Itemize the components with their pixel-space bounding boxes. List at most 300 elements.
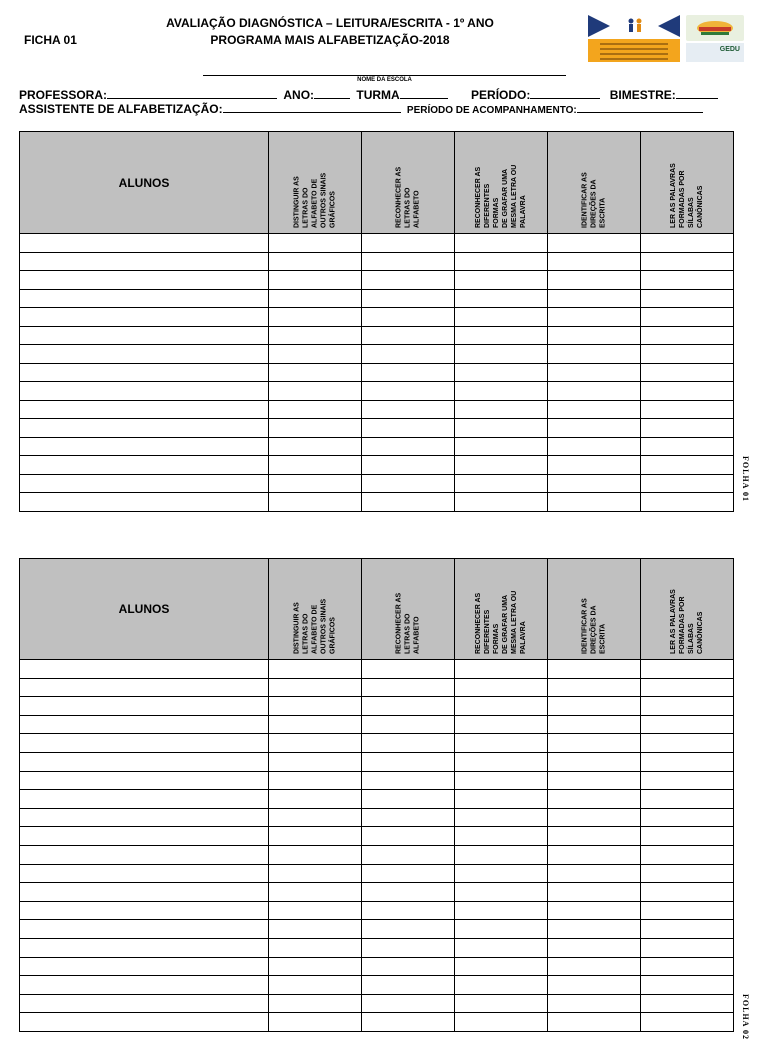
assessment-cell[interactable] bbox=[269, 678, 362, 697]
assessment-cell[interactable] bbox=[362, 474, 455, 493]
table-row bbox=[20, 456, 734, 475]
assessment-cell[interactable] bbox=[455, 920, 548, 939]
assessment-cell[interactable] bbox=[641, 771, 734, 790]
student-name-cell[interactable] bbox=[20, 493, 269, 512]
assessment-cell[interactable] bbox=[548, 901, 641, 920]
alunos-header: ALUNOS bbox=[20, 132, 269, 234]
assessment-cell[interactable] bbox=[269, 345, 362, 364]
assessment-cell[interactable] bbox=[641, 419, 734, 438]
column-header-line: DISTINGUIR AS bbox=[293, 602, 301, 654]
periodo-acomp-label: PERÍODO DE ACOMPANHAMENTO: bbox=[406, 105, 577, 116]
assessment-cell[interactable] bbox=[548, 382, 641, 401]
assessment-cell[interactable] bbox=[362, 345, 455, 364]
assessment-cell[interactable] bbox=[455, 845, 548, 864]
assessment-cell[interactable] bbox=[641, 827, 734, 846]
assessment-cell[interactable] bbox=[548, 845, 641, 864]
assessment-cell[interactable] bbox=[548, 326, 641, 345]
form-row-1 bbox=[19, 87, 718, 102]
assessment-cell[interactable] bbox=[362, 1013, 455, 1032]
student-name-cell[interactable] bbox=[20, 252, 269, 271]
assessment-cell[interactable] bbox=[641, 938, 734, 957]
assessment-cell[interactable] bbox=[548, 252, 641, 271]
assessment-cell[interactable] bbox=[269, 976, 362, 995]
assessment-cell[interactable] bbox=[362, 308, 455, 327]
column-header-line: FORMADAS POR bbox=[679, 596, 686, 654]
assessment-cell[interactable] bbox=[362, 864, 455, 883]
assessment-cell[interactable] bbox=[455, 1013, 548, 1032]
table-row bbox=[20, 734, 734, 753]
assessment-cell[interactable] bbox=[548, 345, 641, 364]
student-name-cell[interactable] bbox=[20, 752, 269, 771]
assessment-cell[interactable] bbox=[455, 419, 548, 438]
assessment-table-2 bbox=[19, 558, 734, 1032]
assessment-cell[interactable] bbox=[269, 363, 362, 382]
assessment-cell[interactable] bbox=[455, 400, 548, 419]
assessment-cell[interactable] bbox=[641, 883, 734, 902]
student-name-cell[interactable] bbox=[20, 382, 269, 401]
periodo-acomp-field[interactable] bbox=[577, 101, 703, 113]
assessment-cell[interactable] bbox=[548, 976, 641, 995]
assessment-cell[interactable] bbox=[548, 1013, 641, 1032]
column-header-line: ESCRITA bbox=[599, 197, 607, 228]
assessment-cell[interactable] bbox=[455, 234, 548, 253]
table-row bbox=[20, 790, 734, 809]
assessment-cell[interactable] bbox=[548, 363, 641, 382]
column-header bbox=[362, 132, 455, 234]
column-header-line: FORMADAS POR bbox=[679, 169, 686, 228]
table-row bbox=[20, 493, 734, 512]
assessment-cell[interactable] bbox=[641, 678, 734, 697]
assessment-cell[interactable] bbox=[641, 382, 734, 401]
assessment-cell[interactable] bbox=[641, 976, 734, 995]
assessment-cell[interactable] bbox=[269, 234, 362, 253]
column-header-line: FORMAS bbox=[493, 197, 500, 228]
assessment-cell[interactable] bbox=[641, 308, 734, 327]
assessment-cell[interactable] bbox=[455, 252, 548, 271]
assessment-cell[interactable] bbox=[455, 901, 548, 920]
table-row bbox=[20, 289, 734, 308]
assessment-cell[interactable] bbox=[641, 752, 734, 771]
assessment-cell[interactable] bbox=[641, 345, 734, 364]
bimestre-field[interactable] bbox=[676, 87, 718, 99]
column-header-line: DIREÇÕES DA bbox=[590, 178, 598, 228]
assessment-cell[interactable] bbox=[641, 1013, 734, 1032]
assessment-cell[interactable] bbox=[548, 994, 641, 1013]
assessment-cell[interactable] bbox=[362, 734, 455, 753]
column-header bbox=[548, 132, 641, 234]
alunos-header: ALUNOS bbox=[20, 559, 269, 660]
column-header-line: DE GRAFAR UMA bbox=[502, 594, 509, 654]
table-row bbox=[20, 271, 734, 290]
ano-field[interactable] bbox=[314, 87, 350, 99]
student-name-cell[interactable] bbox=[20, 363, 269, 382]
assessment-cell[interactable] bbox=[455, 363, 548, 382]
assessment-cell[interactable] bbox=[641, 957, 734, 976]
assessment-cell[interactable] bbox=[362, 660, 455, 679]
assessment-cell[interactable] bbox=[455, 456, 548, 475]
student-name-cell[interactable] bbox=[20, 474, 269, 493]
table-row bbox=[20, 752, 734, 771]
assistente-label: ASSISTENTE DE ALFABETIZAÇÃO: bbox=[19, 102, 223, 116]
table-row bbox=[20, 252, 734, 271]
assessment-cell[interactable] bbox=[548, 864, 641, 883]
assessment-cell[interactable] bbox=[269, 308, 362, 327]
assessment-cell[interactable] bbox=[362, 976, 455, 995]
assessment-cell[interactable] bbox=[362, 771, 455, 790]
assessment-cell[interactable] bbox=[455, 326, 548, 345]
assessment-cell[interactable] bbox=[455, 474, 548, 493]
column-header bbox=[269, 559, 362, 660]
assessment-cell[interactable] bbox=[455, 437, 548, 456]
assessment-cell[interactable] bbox=[362, 289, 455, 308]
assessment-cell[interactable] bbox=[641, 400, 734, 419]
table-row bbox=[20, 660, 734, 679]
assessment-cell[interactable] bbox=[269, 752, 362, 771]
table-row bbox=[20, 474, 734, 493]
assessment-cell[interactable] bbox=[269, 734, 362, 753]
assessment-cell[interactable] bbox=[455, 493, 548, 512]
periodo-label: PERÍODO: bbox=[471, 88, 531, 102]
assessment-cell[interactable] bbox=[548, 957, 641, 976]
assessment-cell[interactable] bbox=[548, 660, 641, 679]
column-header bbox=[269, 132, 362, 234]
assessment-cell[interactable] bbox=[455, 827, 548, 846]
assessment-cell[interactable] bbox=[641, 474, 734, 493]
table-row bbox=[20, 976, 734, 995]
assessment-cell[interactable] bbox=[269, 771, 362, 790]
assessment-cell[interactable] bbox=[641, 715, 734, 734]
school-name-label: NOME DA ESCOLA bbox=[357, 77, 412, 83]
student-name-cell[interactable] bbox=[20, 234, 269, 253]
student-name-cell[interactable] bbox=[20, 678, 269, 697]
student-name-cell[interactable] bbox=[20, 271, 269, 290]
student-name-cell[interactable] bbox=[20, 920, 269, 939]
assessment-cell[interactable] bbox=[455, 994, 548, 1013]
student-name-cell[interactable] bbox=[20, 845, 269, 864]
assessment-cell[interactable] bbox=[362, 808, 455, 827]
student-name-cell[interactable] bbox=[20, 790, 269, 809]
table-row bbox=[20, 808, 734, 827]
student-name-cell[interactable] bbox=[20, 827, 269, 846]
assessment-cell[interactable] bbox=[548, 437, 641, 456]
assessment-cell[interactable] bbox=[641, 994, 734, 1013]
column-header-line: LETRAS DO bbox=[302, 187, 310, 228]
student-name-cell[interactable] bbox=[20, 864, 269, 883]
folha-01-label: FOLHA 01 bbox=[741, 456, 750, 503]
assessment-cell[interactable] bbox=[548, 308, 641, 327]
assessment-cell[interactable] bbox=[641, 808, 734, 827]
assessment-cell[interactable] bbox=[362, 363, 455, 382]
assessment-cell[interactable] bbox=[455, 808, 548, 827]
table-row bbox=[20, 864, 734, 883]
assessment-cell[interactable] bbox=[548, 938, 641, 957]
assessment-cell[interactable] bbox=[455, 382, 548, 401]
assessment-cell[interactable] bbox=[269, 252, 362, 271]
column-header-line: RECONHECER AS bbox=[475, 592, 482, 654]
student-name-cell[interactable] bbox=[20, 715, 269, 734]
assessment-cell[interactable] bbox=[269, 883, 362, 902]
column-header bbox=[362, 559, 455, 660]
assessment-cell[interactable] bbox=[269, 901, 362, 920]
gedu-text: GEDU bbox=[719, 46, 740, 53]
assessment-cell[interactable] bbox=[455, 345, 548, 364]
assessment-cell[interactable] bbox=[362, 493, 455, 512]
professora-field[interactable] bbox=[107, 87, 277, 99]
assessment-cell[interactable] bbox=[269, 957, 362, 976]
assessment-cell[interactable] bbox=[641, 456, 734, 475]
table-row bbox=[20, 883, 734, 902]
assessment-cell[interactable] bbox=[362, 419, 455, 438]
assessment-cell[interactable] bbox=[362, 456, 455, 475]
assessment-cell[interactable] bbox=[362, 697, 455, 716]
student-name-cell[interactable] bbox=[20, 734, 269, 753]
assessment-cell[interactable] bbox=[269, 827, 362, 846]
assessment-cell[interactable] bbox=[548, 697, 641, 716]
student-name-cell[interactable] bbox=[20, 697, 269, 716]
assessment-cell[interactable] bbox=[641, 734, 734, 753]
assessment-cell[interactable] bbox=[641, 271, 734, 290]
assessment-cell[interactable] bbox=[269, 864, 362, 883]
assessment-cell[interactable] bbox=[455, 697, 548, 716]
assessment-cell[interactable] bbox=[269, 437, 362, 456]
assessment-cell[interactable] bbox=[269, 400, 362, 419]
assessment-cell[interactable] bbox=[548, 808, 641, 827]
column-header-line: LER AS PALAVRAS bbox=[670, 162, 677, 228]
assessment-cell[interactable] bbox=[548, 456, 641, 475]
assessment-cell[interactable] bbox=[455, 289, 548, 308]
table-row bbox=[20, 326, 734, 345]
assessment-cell[interactable] bbox=[362, 437, 455, 456]
assessment-cell[interactable] bbox=[269, 938, 362, 957]
assessment-cell[interactable] bbox=[362, 252, 455, 271]
column-header-line: IDENTIFICAR AS bbox=[581, 171, 589, 228]
assessment-cell[interactable] bbox=[455, 938, 548, 957]
assessment-cell[interactable] bbox=[269, 715, 362, 734]
table-row bbox=[20, 938, 734, 957]
assistente-field[interactable] bbox=[223, 101, 401, 113]
assessment-cell[interactable] bbox=[641, 252, 734, 271]
assessment-cell[interactable] bbox=[362, 752, 455, 771]
student-name-cell[interactable] bbox=[20, 345, 269, 364]
assessment-cell[interactable] bbox=[548, 419, 641, 438]
assessment-table-1 bbox=[19, 131, 734, 512]
assessment-cell[interactable] bbox=[269, 845, 362, 864]
student-name-cell[interactable] bbox=[20, 938, 269, 957]
assessment-cell[interactable] bbox=[641, 234, 734, 253]
assessment-cell[interactable] bbox=[269, 289, 362, 308]
assessment-cell[interactable] bbox=[269, 474, 362, 493]
table-row bbox=[20, 715, 734, 734]
assessment-cell[interactable] bbox=[269, 456, 362, 475]
student-name-cell[interactable] bbox=[20, 437, 269, 456]
assessment-cell[interactable] bbox=[548, 678, 641, 697]
turma-field[interactable] bbox=[400, 87, 448, 99]
assessment-cell[interactable] bbox=[455, 271, 548, 290]
children-figures-icon bbox=[624, 17, 646, 35]
student-name-cell[interactable] bbox=[20, 883, 269, 902]
table-row bbox=[20, 308, 734, 327]
assessment-cell[interactable] bbox=[548, 493, 641, 512]
assessment-cell[interactable] bbox=[641, 326, 734, 345]
student-name-cell[interactable] bbox=[20, 771, 269, 790]
table-row bbox=[20, 1013, 734, 1032]
assessment-cell[interactable] bbox=[455, 734, 548, 753]
assessment-cell[interactable] bbox=[548, 734, 641, 753]
assessment-cell[interactable] bbox=[269, 920, 362, 939]
assessment-cell[interactable] bbox=[641, 920, 734, 939]
column-header-line: RECONHECER AS bbox=[475, 166, 482, 228]
student-name-cell[interactable] bbox=[20, 976, 269, 995]
assessment-cell[interactable] bbox=[269, 697, 362, 716]
table-row bbox=[20, 382, 734, 401]
assessment-cell[interactable] bbox=[548, 771, 641, 790]
assessment-cell[interactable] bbox=[548, 289, 641, 308]
column-header-line: PALAVRA bbox=[520, 621, 527, 654]
student-name-cell[interactable] bbox=[20, 660, 269, 679]
assessment-cell[interactable] bbox=[362, 938, 455, 957]
assessment-cell[interactable] bbox=[641, 901, 734, 920]
column-header-line: LETRAS DO bbox=[302, 613, 310, 654]
assessment-cell[interactable] bbox=[455, 864, 548, 883]
column-header-line: CANÔNICAS bbox=[697, 185, 704, 228]
assessment-cell[interactable] bbox=[362, 994, 455, 1013]
column-header-line: ALFABETO bbox=[413, 189, 421, 228]
column-header-line: SÍLABAS bbox=[688, 623, 695, 654]
assessment-cell[interactable] bbox=[269, 660, 362, 679]
ficha-label: FICHA 01 bbox=[24, 33, 77, 47]
column-header-line: ALFABETO DE bbox=[311, 178, 319, 228]
assessment-cell[interactable] bbox=[548, 790, 641, 809]
student-name-cell[interactable] bbox=[20, 326, 269, 345]
column-header-line: ALFABETO bbox=[413, 616, 421, 654]
assessment-cell[interactable] bbox=[455, 752, 548, 771]
table-row bbox=[20, 845, 734, 864]
student-name-cell[interactable] bbox=[20, 808, 269, 827]
form-row-2 bbox=[19, 101, 703, 116]
turma-label: TURMA bbox=[356, 88, 400, 102]
assessment-cell[interactable] bbox=[641, 660, 734, 679]
assessment-cell[interactable] bbox=[455, 678, 548, 697]
table-row bbox=[20, 920, 734, 939]
assessment-cell[interactable] bbox=[641, 289, 734, 308]
assessment-cell[interactable] bbox=[548, 234, 641, 253]
assessment-cell[interactable] bbox=[269, 790, 362, 809]
table-row bbox=[20, 345, 734, 364]
assessment-cell[interactable] bbox=[455, 771, 548, 790]
student-name-cell[interactable] bbox=[20, 289, 269, 308]
table-row bbox=[20, 827, 734, 846]
table-row bbox=[20, 678, 734, 697]
table-row bbox=[20, 957, 734, 976]
assessment-cell[interactable] bbox=[362, 957, 455, 976]
assessment-cell[interactable] bbox=[362, 790, 455, 809]
column-header-line: LETRAS DO bbox=[404, 613, 412, 654]
assessment-cell[interactable] bbox=[548, 827, 641, 846]
table-row bbox=[20, 771, 734, 790]
assessment-cell[interactable] bbox=[455, 790, 548, 809]
assessment-cell[interactable] bbox=[269, 493, 362, 512]
page-subtitle: PROGRAMA MAIS ALFABETIZAÇÃO-2018 bbox=[210, 33, 450, 47]
student-name-cell[interactable] bbox=[20, 1013, 269, 1032]
assessment-cell[interactable] bbox=[362, 845, 455, 864]
assessment-cell[interactable] bbox=[641, 790, 734, 809]
assessment-cell[interactable] bbox=[362, 382, 455, 401]
assessment-cell[interactable] bbox=[641, 845, 734, 864]
assessment-cell[interactable] bbox=[269, 382, 362, 401]
assessment-cell[interactable] bbox=[269, 808, 362, 827]
assessment-cell[interactable] bbox=[455, 660, 548, 679]
assessment-cell[interactable] bbox=[455, 976, 548, 995]
assessment-cell[interactable] bbox=[548, 271, 641, 290]
professora-label: PROFESSORA: bbox=[19, 88, 108, 102]
assessment-cell[interactable] bbox=[362, 678, 455, 697]
assessment-cell[interactable] bbox=[362, 326, 455, 345]
assessment-cell[interactable] bbox=[548, 474, 641, 493]
column-header-line: DIFERENTES bbox=[484, 609, 491, 654]
assessment-cell[interactable] bbox=[269, 1013, 362, 1032]
assessment-cell[interactable] bbox=[455, 883, 548, 902]
assessment-cell[interactable] bbox=[548, 920, 641, 939]
column-header-line: FORMAS bbox=[493, 623, 500, 654]
assessment-cell[interactable] bbox=[269, 994, 362, 1013]
assessment-cell[interactable] bbox=[362, 827, 455, 846]
assessment-cell[interactable] bbox=[269, 419, 362, 438]
assessment-cell[interactable] bbox=[362, 901, 455, 920]
column-header-line: RECONHECER AS bbox=[395, 592, 403, 654]
bimestre-label: BIMESTRE: bbox=[609, 88, 676, 102]
assessment-cell[interactable] bbox=[362, 715, 455, 734]
assessment-cell[interactable] bbox=[269, 271, 362, 290]
assessment-cell[interactable] bbox=[362, 883, 455, 902]
student-name-cell[interactable] bbox=[20, 419, 269, 438]
assessment-cell[interactable] bbox=[362, 234, 455, 253]
assessment-cell[interactable] bbox=[548, 883, 641, 902]
assessment-cell[interactable] bbox=[362, 271, 455, 290]
column-header bbox=[548, 559, 641, 660]
column-header bbox=[641, 132, 734, 234]
periodo-field[interactable] bbox=[530, 87, 600, 99]
assessment-cell[interactable] bbox=[548, 715, 641, 734]
student-name-cell[interactable] bbox=[20, 901, 269, 920]
government-logo bbox=[686, 15, 744, 62]
assessment-cell[interactable] bbox=[362, 920, 455, 939]
assessment-cell[interactable] bbox=[455, 715, 548, 734]
assessment-cell[interactable] bbox=[548, 752, 641, 771]
column-header-line: DIREÇÕES DA bbox=[590, 605, 598, 654]
assessment-cell[interactable] bbox=[455, 308, 548, 327]
student-name-cell[interactable] bbox=[20, 456, 269, 475]
assessment-cell[interactable] bbox=[641, 864, 734, 883]
column-header-line: SÍLABAS bbox=[688, 196, 695, 228]
assessment-cell[interactable] bbox=[362, 400, 455, 419]
school-name-line[interactable] bbox=[203, 75, 566, 76]
student-name-cell[interactable] bbox=[20, 308, 269, 327]
student-name-cell[interactable] bbox=[20, 400, 269, 419]
assessment-cell[interactable] bbox=[641, 437, 734, 456]
assessment-cell[interactable] bbox=[269, 326, 362, 345]
assessment-cell[interactable] bbox=[641, 697, 734, 716]
column-header-line: DISTINGUIR AS bbox=[293, 175, 301, 228]
assessment-cell[interactable] bbox=[641, 493, 734, 512]
assessment-cell[interactable] bbox=[548, 400, 641, 419]
student-name-cell[interactable] bbox=[20, 994, 269, 1013]
assessment-cell[interactable] bbox=[641, 363, 734, 382]
student-name-cell[interactable] bbox=[20, 957, 269, 976]
assessment-cell[interactable] bbox=[455, 957, 548, 976]
column-header-line: DIFERENTES bbox=[484, 183, 491, 228]
table-row bbox=[20, 697, 734, 716]
column-header-line: RECONHECER AS bbox=[395, 166, 403, 228]
